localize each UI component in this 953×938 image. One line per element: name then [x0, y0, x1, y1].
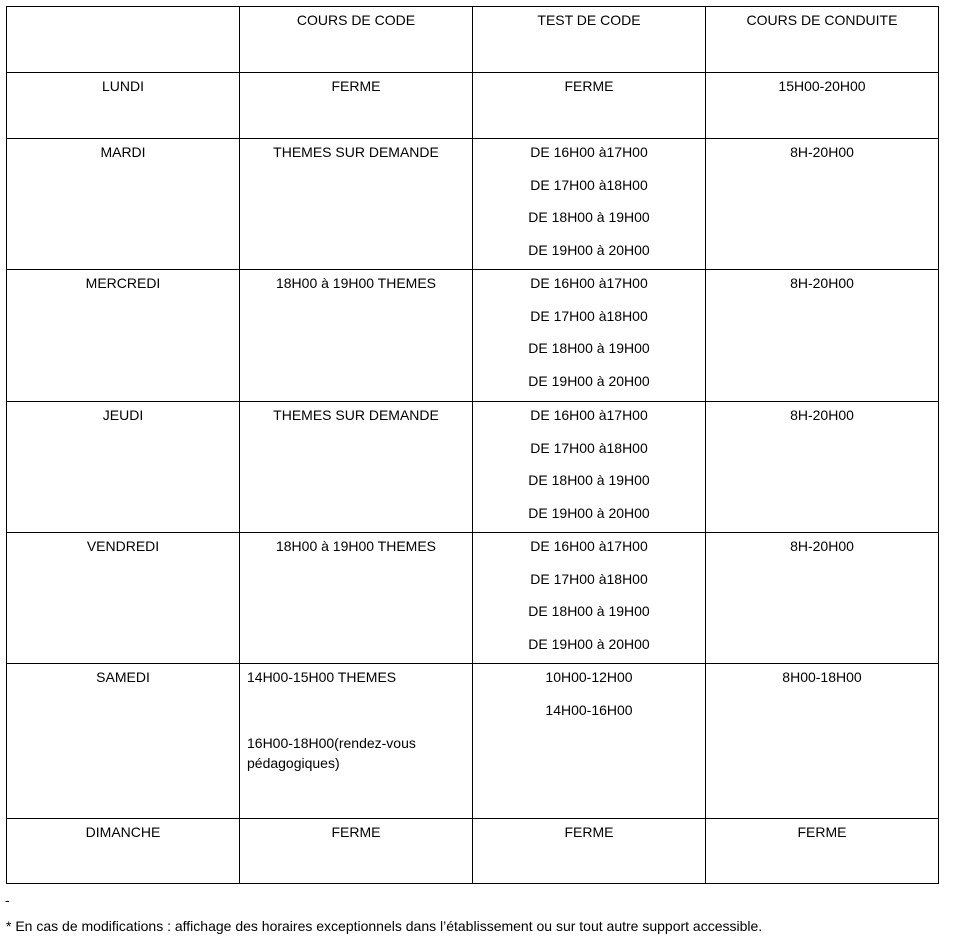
table-row-lundi: [7, 73, 939, 139]
conduite-cell: [706, 664, 939, 819]
test-cell: [473, 73, 706, 139]
cell-line: 8H00-18H00: [782, 669, 862, 685]
table-row-samedi: [7, 664, 939, 819]
code-cell: [240, 664, 473, 819]
cell-line: DE 18H00 à 19H00: [528, 209, 650, 226]
cell-line: 8H-20H00: [790, 538, 854, 554]
cell-line: DE 18H00 à 19H00: [528, 603, 650, 620]
cell-line: DE 19H00 à 20H00: [528, 636, 650, 653]
test-cell: [473, 533, 706, 664]
code-cell: [240, 533, 473, 664]
cell-line: 18H00 à 19H00 THEMES: [275, 538, 437, 554]
test-cell: [473, 270, 706, 402]
code-cell: [240, 402, 473, 533]
code-cell: [240, 73, 473, 139]
test-cell: [473, 664, 706, 819]
header-cell-cours-de-conduite: COURS DE CONDUITE: [706, 7, 939, 73]
test-cell: [473, 402, 706, 533]
table-row-mardi: [7, 139, 939, 270]
table-row-mercredi: [7, 270, 939, 402]
conduite-cell: [706, 402, 939, 533]
cell-line: FERME: [797, 824, 847, 840]
cell-line: DE 19H00 à 20H00: [528, 373, 650, 390]
table-row-dimanche: [7, 819, 939, 884]
cell-line: 15H00-20H00: [778, 78, 866, 94]
cell-line: FERME: [331, 824, 381, 840]
footer-dash: -: [5, 892, 10, 908]
cell-line: 8H-20H00: [790, 407, 854, 423]
day-cell: LUNDI: [7, 73, 240, 139]
cell-line: 8H-20H00: [790, 144, 854, 160]
code-cell: [240, 139, 473, 270]
cell-line: 18H00 à 19H00 THEMES: [275, 275, 437, 291]
day-cell: MARDI: [7, 139, 240, 270]
header-cell-cours-de-code: COURS DE CODE: [240, 7, 473, 73]
cell-line: 14H00-15H00 THEMES: [247, 669, 397, 685]
cell-line: FERME: [564, 824, 614, 840]
day-cell: SAMEDI: [7, 664, 240, 819]
cell-line: DE 19H00 à 20H00: [528, 242, 650, 259]
conduite-cell: [706, 819, 939, 884]
header-row: [7, 7, 939, 73]
conduite-cell: [706, 270, 939, 402]
header-cell-empty: [7, 7, 240, 73]
cell-line: FERME: [564, 78, 614, 94]
cell-line: DE 19H00 à 20H00: [528, 505, 650, 522]
cell-line: DE 17H00 à18H00: [530, 307, 648, 324]
cell-line: DE 17H00 à18H00: [530, 570, 648, 587]
cell-line: 14H00-16H00: [545, 702, 633, 718]
cell-line: DE 16H00 à17H00: [530, 407, 648, 423]
header-cell-test-de-code: TEST DE CODE: [473, 7, 706, 73]
cell-line: DE 16H00 à17H00: [530, 144, 648, 160]
cell-line: DE 18H00 à 19H00: [528, 340, 650, 357]
footer-note: * En cas de modifications : affichage des horaires exceptionnels dans l’établissement ou sur tout autre support accessible.: [6, 918, 763, 934]
table-row-jeudi: [7, 402, 939, 533]
test-cell: [473, 819, 706, 884]
conduite-cell: [706, 139, 939, 270]
table-row-vendredi: [7, 533, 939, 664]
cell-line: DE 16H00 à17H00: [530, 275, 648, 291]
cell-line: DE 16H00 à17H00: [530, 538, 648, 554]
day-cell: JEUDI: [7, 402, 240, 533]
schedule-table: [6, 6, 939, 884]
conduite-cell: [706, 73, 939, 139]
code-cell: [240, 270, 473, 402]
cell-line: DE 17H00 à18H00: [530, 176, 648, 193]
cell-line: 10H00-12H00: [545, 669, 633, 685]
day-cell: MERCREDI: [7, 270, 240, 402]
day-cell: VENDREDI: [7, 533, 240, 664]
test-cell: [473, 139, 706, 270]
cell-line: 8H-20H00: [790, 275, 854, 291]
cell-line: DE 17H00 à18H00: [530, 439, 648, 456]
cell-line: DE 18H00 à 19H00: [528, 472, 650, 489]
cell-line: THEMES SUR DEMANDE: [273, 407, 439, 423]
line-gap: [247, 687, 466, 733]
conduite-cell: [706, 533, 939, 664]
day-cell: DIMANCHE: [7, 819, 240, 884]
cell-line: THEMES SUR DEMANDE: [273, 144, 439, 160]
code-cell: [240, 819, 473, 884]
cell-line: FERME: [331, 78, 381, 94]
cell-line: 16H00-18H00(rendez-vous pédagogiques): [247, 735, 416, 771]
